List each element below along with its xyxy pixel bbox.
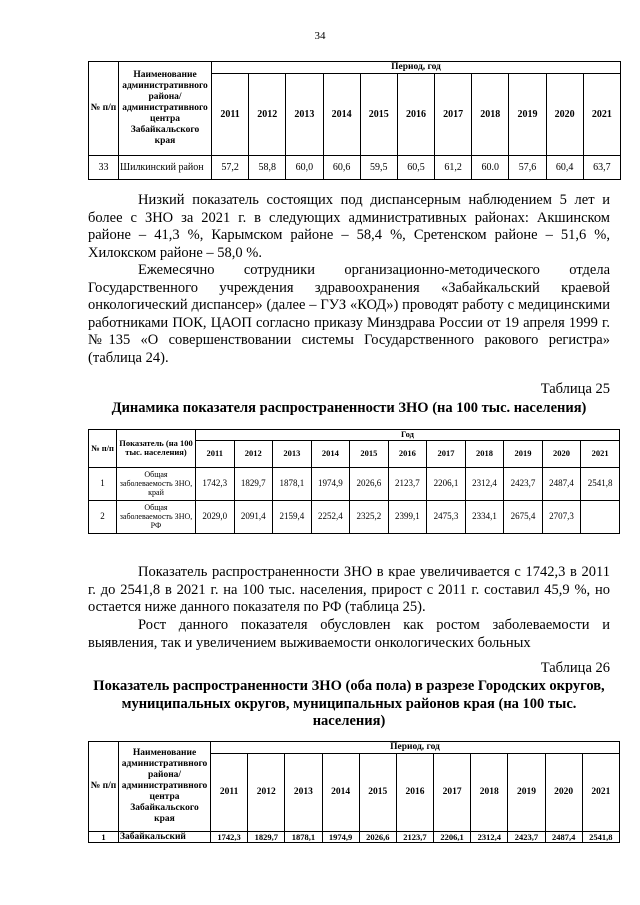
table-row — [89, 467, 620, 500]
year-header: 2012 — [234, 440, 273, 467]
year-header: 2018 — [465, 440, 504, 467]
table-cell: 60.0 — [472, 156, 509, 180]
paragraph: Показатель распространенности ЗНО в крае увеличивается с 1742,3 в 2011 г. до 2541,8 в 2021 г. на 100 тыс. населения, прирост с 2011 г. составил 45,9 %, но остается ниже данного показателя по РФ (таблица 25). — [88, 564, 610, 616]
table-label: Таблица 25 — [540, 381, 610, 397]
year-header: 2018 — [472, 74, 509, 156]
col-num-header: № п/п — [89, 430, 117, 468]
paragraph: Низкий показатель состоящих под диспансерным наблюдением 5 лет и более с ЗНО за 2021 г. в следующих административных районах: Акшинском районе – 41,3 %, Карымском районе – 58,4 %, Сретенском районе – 51,6 %, Хилокском районе – 58,0 %. — [88, 192, 610, 261]
year-header: 2017 — [427, 440, 466, 467]
table-row — [89, 832, 620, 843]
table-cell: 2312,4 — [465, 467, 504, 500]
table-cell: 2325,2 — [350, 500, 389, 533]
page-number: 34 — [314, 30, 326, 42]
table-cell: 2541,8 — [581, 467, 620, 500]
year-header: 2012 — [248, 754, 285, 832]
year-header: 2017 — [435, 74, 472, 156]
table-cell: 1829,7 — [248, 832, 285, 843]
district-prevalence-table — [88, 741, 620, 843]
table-cell: 2334,1 — [465, 500, 504, 533]
col-year-header: Год — [196, 430, 620, 441]
table-cell: 60,6 — [323, 156, 360, 180]
year-header: 2021 — [581, 440, 620, 467]
year-header: 2011 — [212, 74, 249, 156]
table-cell: 59,5 — [360, 156, 397, 180]
paragraph: Рост данного показателя обусловлен как ростом заболеваемости и выявления, так и увеличением выживаемости онкологических больных — [88, 617, 610, 651]
year-header: 2013 — [285, 754, 322, 832]
table-cell: 61,2 — [435, 156, 472, 180]
table-cell: 1742,3 — [196, 467, 235, 500]
table-cell: 2312,4 — [471, 832, 508, 843]
table-cell: 2026,6 — [359, 832, 396, 843]
year-header: 2013 — [286, 74, 323, 156]
table-cell: 1878,1 — [273, 467, 312, 500]
year-header: 2020 — [545, 754, 582, 832]
table-title: Динамика показателя распространенности ЗНО (на 100 тыс. населения) — [111, 400, 587, 416]
col-indicator-header: Показатель (на 100 тыс. населения) — [117, 430, 196, 468]
table-cell: 2487,4 — [545, 832, 582, 843]
table-cell: 57,2 — [212, 156, 249, 180]
year-header: 2016 — [388, 440, 427, 467]
table-cell: 2252,4 — [311, 500, 350, 533]
year-header: 2014 — [322, 754, 359, 832]
col-period-header: Период, год — [211, 742, 620, 754]
indicator-name: Общая заболеваемость ЗНО, РФ — [117, 500, 196, 533]
year-header: 2019 — [504, 440, 543, 467]
paragraph: Ежемесячно сотрудники организационно-методического отдела Государственного учреждения здравоохранения «Забайкальский краевой онкологический диспансер» (далее – ГУЗ «КОД») проводят работу с медицинскими работниками ПОК, ЦАОП согласно приказу Минздрава России от 19 апреля 1999 г. №135 «О совершенствовании системы Государственного ракового регистра» (таблица 24). — [88, 262, 610, 366]
district-name: Шилкинский район — [119, 156, 212, 180]
table-cell — [581, 500, 620, 533]
year-header: 2011 — [196, 440, 235, 467]
table-cell: 2423,7 — [508, 832, 545, 843]
year-header: 2014 — [311, 440, 350, 467]
year-header: 2017 — [434, 754, 471, 832]
col-name-header: Наименование административного района/ административного центра Забайкальского края — [119, 742, 211, 832]
table-cell: 2707,3 — [542, 500, 581, 533]
table-title: Показатель распространенности ЗНО (оба пола) в разрезе Городских округов, муниципальных округов, муниципальных районов края (на 100 тыс. населения) — [93, 678, 605, 730]
table-cell: 2206,1 — [427, 467, 466, 500]
table-cell: 2123,7 — [388, 467, 427, 500]
table-cell: 1878,1 — [285, 832, 322, 843]
table-cell: 2159,4 — [273, 500, 312, 533]
table-cell: 2091,4 — [234, 500, 273, 533]
year-header: 2013 — [273, 440, 312, 467]
table-cell: 60,4 — [546, 156, 583, 180]
table-cell: 1742,3 — [211, 832, 248, 843]
year-header: 2016 — [397, 74, 434, 156]
table-cell: 1974,9 — [322, 832, 359, 843]
table-row — [89, 156, 621, 180]
year-header: 2021 — [583, 74, 620, 156]
table-cell: 2029,0 — [196, 500, 235, 533]
table-cell: 2487,4 — [542, 467, 581, 500]
table-cell: 2399,1 — [388, 500, 427, 533]
district-name: Забайкальский — [119, 832, 211, 843]
year-header: 2016 — [396, 754, 433, 832]
year-header: 2011 — [211, 754, 248, 832]
table-cell: 2423,7 — [504, 467, 543, 500]
table-cell: 2206,1 — [434, 832, 471, 843]
year-header: 2019 — [508, 754, 545, 832]
col-num-header: № п/п — [89, 742, 119, 832]
year-header: 2018 — [471, 754, 508, 832]
row-number: 33 — [89, 156, 119, 180]
row-number: 1 — [89, 467, 117, 500]
year-header: 2020 — [542, 440, 581, 467]
prevalence-dynamics-table — [88, 429, 620, 534]
table-cell: 2541,8 — [582, 832, 619, 843]
row-number: 2 — [89, 500, 117, 533]
table-row — [89, 500, 620, 533]
indicator-name: Общая заболеваемость ЗНО, край — [117, 467, 196, 500]
year-header: 2019 — [509, 74, 546, 156]
year-header: 2021 — [582, 754, 619, 832]
row-number: 1 — [89, 832, 119, 843]
table-cell: 58,8 — [249, 156, 286, 180]
table-cell: 60,0 — [286, 156, 323, 180]
year-header: 2015 — [360, 74, 397, 156]
year-header: 2020 — [546, 74, 583, 156]
col-num-header: № п/п — [89, 62, 119, 156]
table-cell: 2026,6 — [350, 467, 389, 500]
table-label: Таблица 26 — [540, 660, 610, 676]
year-header: 2015 — [350, 440, 389, 467]
col-name-header: Наименование административного района/ административного центра Забайкальского края — [119, 62, 212, 156]
table-cell: 60,5 — [397, 156, 434, 180]
year-header: 2015 — [359, 754, 396, 832]
table-cell: 2675,4 — [504, 500, 543, 533]
table-cell: 57,6 — [509, 156, 546, 180]
col-period-header: Период, год — [212, 62, 621, 74]
table-cell: 63,7 — [583, 156, 620, 180]
table-cell: 1974,9 — [311, 467, 350, 500]
table-cell: 2475,3 — [427, 500, 466, 533]
table-cell: 1829,7 — [234, 467, 273, 500]
year-header: 2014 — [323, 74, 360, 156]
table-cell: 2123,7 — [396, 832, 433, 843]
district-table-continued — [88, 61, 621, 180]
year-header: 2012 — [249, 74, 286, 156]
